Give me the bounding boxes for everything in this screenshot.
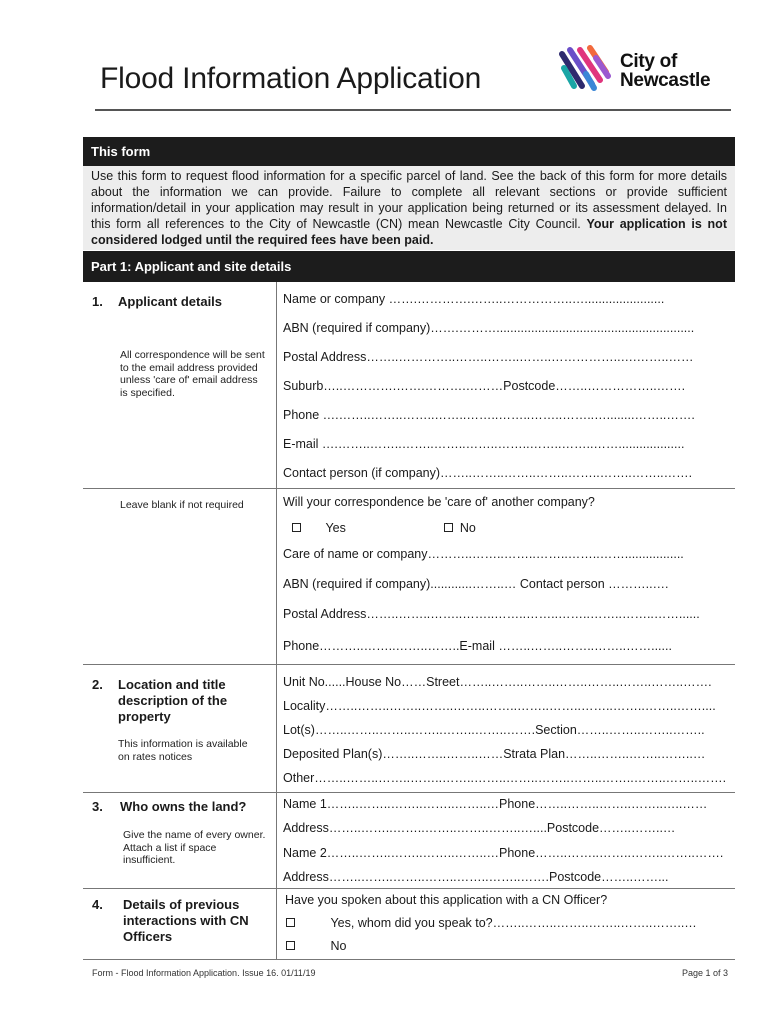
section-2-note: This information is available on rates notices [118, 738, 248, 763]
row-divider [83, 792, 735, 793]
column-divider [276, 793, 277, 888]
section-1-note: All correspondence will be sent to the email address provided unless 'care of' email address is specified. [120, 349, 265, 399]
care-of-no-checkbox[interactable] [444, 523, 453, 532]
section-4-heading: Details of previous interactions with CN Officers [123, 897, 249, 944]
care-of-options [283, 521, 727, 535]
care-of-note: Leave blank if not required [120, 499, 244, 511]
cn-officer-yes-label: Yes, whom did you speak to?……..……..……..……..……..……..… [330, 916, 697, 930]
section-3-note: Give the name of every owner. Attach a list if space insufficient. [123, 829, 266, 866]
suburb-postcode-field[interactable]: Suburb…..………….…….……….………Postcode……..……………..……. [283, 379, 686, 393]
this-form-body [83, 166, 735, 250]
other-field[interactable]: Other……..……..……..……..……..……..……..……..……..……..……..……..……. [283, 771, 727, 785]
footer-page-number: Page 1 of 3 [682, 968, 729, 978]
cn-officer-no-checkbox[interactable] [286, 941, 295, 950]
part1-heading: Part 1: Applicant and site details [83, 251, 735, 282]
care-of-phone-email-field[interactable]: Phone………..……..……..……..E-mail ……..……..……..……..……...... [283, 639, 672, 653]
section-4-number: 4. [92, 897, 103, 912]
owner-1-name-phone-field[interactable]: Name 1……..……..……..……..……..…Phone……..……..……..……..…..…… [283, 797, 708, 811]
locality-field[interactable]: Locality……..……..……..……..……..……..……..……..……..……..……..…….... [283, 699, 716, 713]
deposited-strata-plan-field[interactable]: Deposited Plan(s)……..……..……..……Strata Plan……..……..……..……..… [283, 747, 706, 761]
section-2-heading: Location and title description of the property [118, 677, 228, 724]
column-divider [276, 889, 277, 959]
section-1-number: 1. [92, 294, 103, 309]
page-title: Flood Information Application [100, 62, 482, 95]
cn-officer-no-label: No [330, 939, 347, 953]
logo-line-2: Newcastle [620, 70, 711, 91]
care-of-no-label: No [459, 521, 476, 535]
section-2-number: 2. [92, 677, 103, 692]
email-field[interactable]: E-mail ….……..……..……..……..……..……..……..……..……................... [283, 437, 685, 451]
intro-emphasis: Your application is not considered lodged until the required fees have been paid. [91, 217, 727, 247]
care-of-yes-label: Yes [325, 521, 346, 535]
owner-2-address-postcode-field[interactable]: Address……..……..……..……..……..……..…….Postcode……..……... [283, 870, 669, 884]
row-divider [83, 959, 735, 960]
postal-address-field[interactable]: Postal Address……..…………..……..……..……..……………..….……..…… [283, 350, 694, 364]
cn-officer-yes-checkbox[interactable] [286, 918, 295, 927]
cn-officer-no-row [286, 939, 730, 953]
row-divider [83, 888, 735, 889]
intro-text: Use this form to request flood information for a specific parcel of land. See the back of this form for more details about the information we can provide. Failure to complete all relevant sections or provide sufficient information/detail in your application may result in your application being returned or its assessment delayed. In this form all references to the City of Newcastle (CN) mean Newcastle City Council. [91, 169, 727, 231]
care-of-abn-contact-field[interactable]: ABN (required if company)............……..… Contact person ………..…. [283, 577, 669, 591]
care-of-question: Will your correspondence be 'care of' another company? [283, 495, 595, 509]
row-divider [83, 664, 735, 665]
this-form-heading: This form [83, 137, 735, 166]
cn-officer-yes-row [286, 916, 730, 930]
logo-line-1: City of [620, 51, 678, 72]
contact-person-field[interactable]: Contact person (if company)……..……..……..……..……..……..……..……. [283, 466, 693, 480]
care-of-yes-checkbox[interactable] [292, 523, 301, 532]
care-of-postal-address-field[interactable]: Postal Address……..……..……..……..……..……..……..……..……..……...... [283, 607, 700, 621]
lot-section-field[interactable]: Lot(s)……..……..……..……..……..……..…….Section……..……..……..…….. [283, 723, 705, 737]
care-of-name-field[interactable]: Care of name or company………..……..……..……..……..……................. [283, 547, 684, 561]
abn-field[interactable]: ABN (required if company)…….………......................................................... [283, 321, 695, 335]
unit-house-street-field[interactable]: Unit No......House No……Street……..……..……..……..……..……..……..……. [283, 675, 712, 689]
section-3-number: 3. [92, 799, 103, 814]
logo-wordmark [620, 52, 710, 90]
row-divider [83, 488, 735, 489]
owner-2-name-phone-field[interactable]: Name 2……..……..……..……..……..…Phone……..……..……..……..……..……. [283, 846, 724, 860]
title-divider [95, 109, 731, 111]
column-divider [276, 665, 277, 792]
name-or-company-field[interactable]: Name or company …….………….……..……………..…....................... [283, 292, 665, 306]
section-1-heading: Applicant details [118, 294, 223, 309]
footer-form-issue: Form - Flood Information Application. Issue 16. 01/11/19 [92, 968, 316, 978]
owner-1-address-postcode-field[interactable]: Address……..……..……..……..……..……..…....Postcode……..……..… [283, 821, 676, 835]
cn-officer-question: Have you spoken about this application with a CN Officer? [285, 893, 608, 907]
column-divider [276, 282, 277, 664]
phone-field[interactable]: Phone ….……..……..……..……..……..……..……..……..…........……..……. [283, 408, 695, 422]
section-3-heading: Who owns the land? [120, 799, 247, 814]
